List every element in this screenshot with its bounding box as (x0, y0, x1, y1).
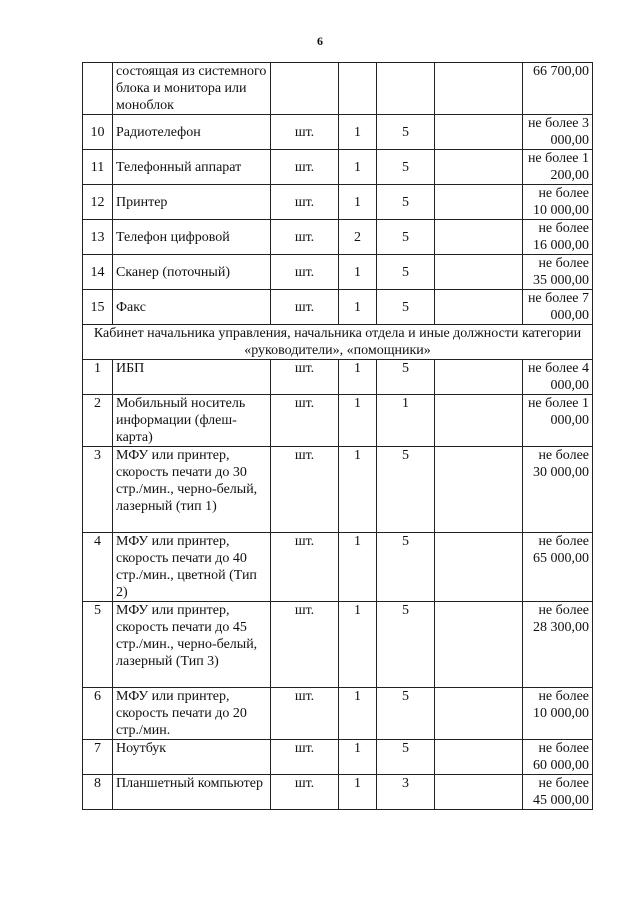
item-term (377, 63, 435, 115)
item-name: Планшетный компьютер (113, 775, 271, 810)
row-number: 13 (83, 220, 113, 255)
item-name: МФУ или принтер, скорость печати до 45 стр./мин., черно-белый, лазерный (Тип 3) (113, 602, 271, 688)
item-unit: шт. (271, 447, 339, 533)
item-name: Телефон цифровой (113, 220, 271, 255)
table-row (83, 775, 593, 810)
item-name: МФУ или принтер, скорость печати до 20 стр./мин. (113, 688, 271, 740)
row-number: 12 (83, 185, 113, 220)
item-unit: шт. (271, 775, 339, 810)
item-quantity (339, 63, 377, 115)
item-unit: шт. (271, 740, 339, 775)
item-price: не более 45 000,00 (523, 775, 593, 810)
row-number: 5 (83, 602, 113, 688)
item-unit: шт. (271, 688, 339, 740)
item-name: МФУ или принтер, скорость печати до 40 стр./мин., цветной (Тип 2) (113, 533, 271, 602)
item-price: не более 65 000,00 (523, 533, 593, 602)
item-price: не более 3 000,00 (523, 115, 593, 150)
table-row (83, 533, 593, 602)
item-unit (271, 63, 339, 115)
item-term: 5 (377, 447, 435, 533)
section-title: Кабинет начальника управления, начальника отдела и иные должности категории «руководители», «помощники» (83, 325, 593, 360)
item-name: Факс (113, 290, 271, 325)
item-term: 5 (377, 185, 435, 220)
table-row (83, 395, 593, 447)
empty-cell (435, 150, 523, 185)
table-row (83, 290, 593, 325)
empty-cell (435, 115, 523, 150)
row-number: 10 (83, 115, 113, 150)
item-quantity: 1 (339, 255, 377, 290)
item-term: 5 (377, 290, 435, 325)
row-number: 8 (83, 775, 113, 810)
item-name: Сканер (поточный) (113, 255, 271, 290)
item-name: Телефонный аппарат (113, 150, 271, 185)
empty-cell (435, 290, 523, 325)
row-number (83, 63, 113, 115)
row-number: 2 (83, 395, 113, 447)
item-term: 5 (377, 533, 435, 602)
table-row (83, 150, 593, 185)
item-term: 1 (377, 395, 435, 447)
item-price: не более 1 200,00 (523, 150, 593, 185)
item-term: 5 (377, 688, 435, 740)
item-quantity: 1 (339, 602, 377, 688)
table-row (83, 602, 593, 688)
item-quantity: 1 (339, 115, 377, 150)
table-row (83, 688, 593, 740)
item-term: 5 (377, 220, 435, 255)
item-price: 66 700,00 (523, 63, 593, 115)
table-row (83, 740, 593, 775)
row-number: 14 (83, 255, 113, 290)
empty-cell (435, 360, 523, 395)
table-row (83, 185, 593, 220)
section-row (83, 325, 593, 360)
empty-cell (435, 185, 523, 220)
item-quantity: 1 (339, 290, 377, 325)
item-unit: шт. (271, 360, 339, 395)
item-unit: шт. (271, 602, 339, 688)
row-number: 7 (83, 740, 113, 775)
item-name: ИБП (113, 360, 271, 395)
row-number: 3 (83, 447, 113, 533)
item-term: 5 (377, 740, 435, 775)
item-price: не более 60 000,00 (523, 740, 593, 775)
empty-cell (435, 740, 523, 775)
item-quantity: 2 (339, 220, 377, 255)
item-quantity: 1 (339, 775, 377, 810)
empty-cell (435, 255, 523, 290)
item-price: не более 10 000,00 (523, 185, 593, 220)
row-number: 6 (83, 688, 113, 740)
empty-cell (435, 688, 523, 740)
item-name: Мобильный носитель информации (флеш-карта) (113, 395, 271, 447)
table-row (83, 255, 593, 290)
item-price: не более 28 300,00 (523, 602, 593, 688)
item-quantity: 1 (339, 447, 377, 533)
row-number: 4 (83, 533, 113, 602)
empty-cell (435, 220, 523, 255)
item-term: 3 (377, 775, 435, 810)
item-quantity: 1 (339, 688, 377, 740)
item-unit: шт. (271, 290, 339, 325)
row-number: 1 (83, 360, 113, 395)
item-quantity: 1 (339, 150, 377, 185)
row-number: 11 (83, 150, 113, 185)
table-row (83, 447, 593, 533)
item-quantity: 1 (339, 740, 377, 775)
item-price: не более 16 000,00 (523, 220, 593, 255)
item-quantity: 1 (339, 360, 377, 395)
item-term: 5 (377, 602, 435, 688)
page-number: 6 (317, 34, 323, 48)
item-unit: шт. (271, 115, 339, 150)
equipment-table (82, 62, 593, 810)
item-name: Радиотелефон (113, 115, 271, 150)
table-row (83, 115, 593, 150)
item-quantity: 1 (339, 533, 377, 602)
item-unit: шт. (271, 255, 339, 290)
item-price: не более 4 000,00 (523, 360, 593, 395)
table-row (83, 220, 593, 255)
item-term: 5 (377, 360, 435, 395)
item-price: не более 1 000,00 (523, 395, 593, 447)
item-unit: шт. (271, 185, 339, 220)
item-unit: шт. (271, 150, 339, 185)
empty-cell (435, 775, 523, 810)
item-unit: шт. (271, 533, 339, 602)
empty-cell (435, 395, 523, 447)
table-row (83, 63, 593, 115)
item-unit: шт. (271, 395, 339, 447)
empty-cell (435, 63, 523, 115)
item-price: не более 7 000,00 (523, 290, 593, 325)
table-row (83, 360, 593, 395)
item-quantity: 1 (339, 185, 377, 220)
item-term: 5 (377, 150, 435, 185)
item-name: Ноутбук (113, 740, 271, 775)
item-price: не более 30 000,00 (523, 447, 593, 533)
empty-cell (435, 533, 523, 602)
item-name: состоящая из системного блока и монитора или моноблок (113, 63, 271, 115)
item-price: не более 10 000,00 (523, 688, 593, 740)
row-number: 15 (83, 290, 113, 325)
item-term: 5 (377, 255, 435, 290)
empty-cell (435, 602, 523, 688)
item-term: 5 (377, 115, 435, 150)
item-price: не более 35 000,00 (523, 255, 593, 290)
item-unit: шт. (271, 220, 339, 255)
item-name: Принтер (113, 185, 271, 220)
empty-cell (435, 447, 523, 533)
item-name: МФУ или принтер, скорость печати до 30 стр./мин., черно-белый, лазерный (тип 1) (113, 447, 271, 533)
item-quantity: 1 (339, 395, 377, 447)
